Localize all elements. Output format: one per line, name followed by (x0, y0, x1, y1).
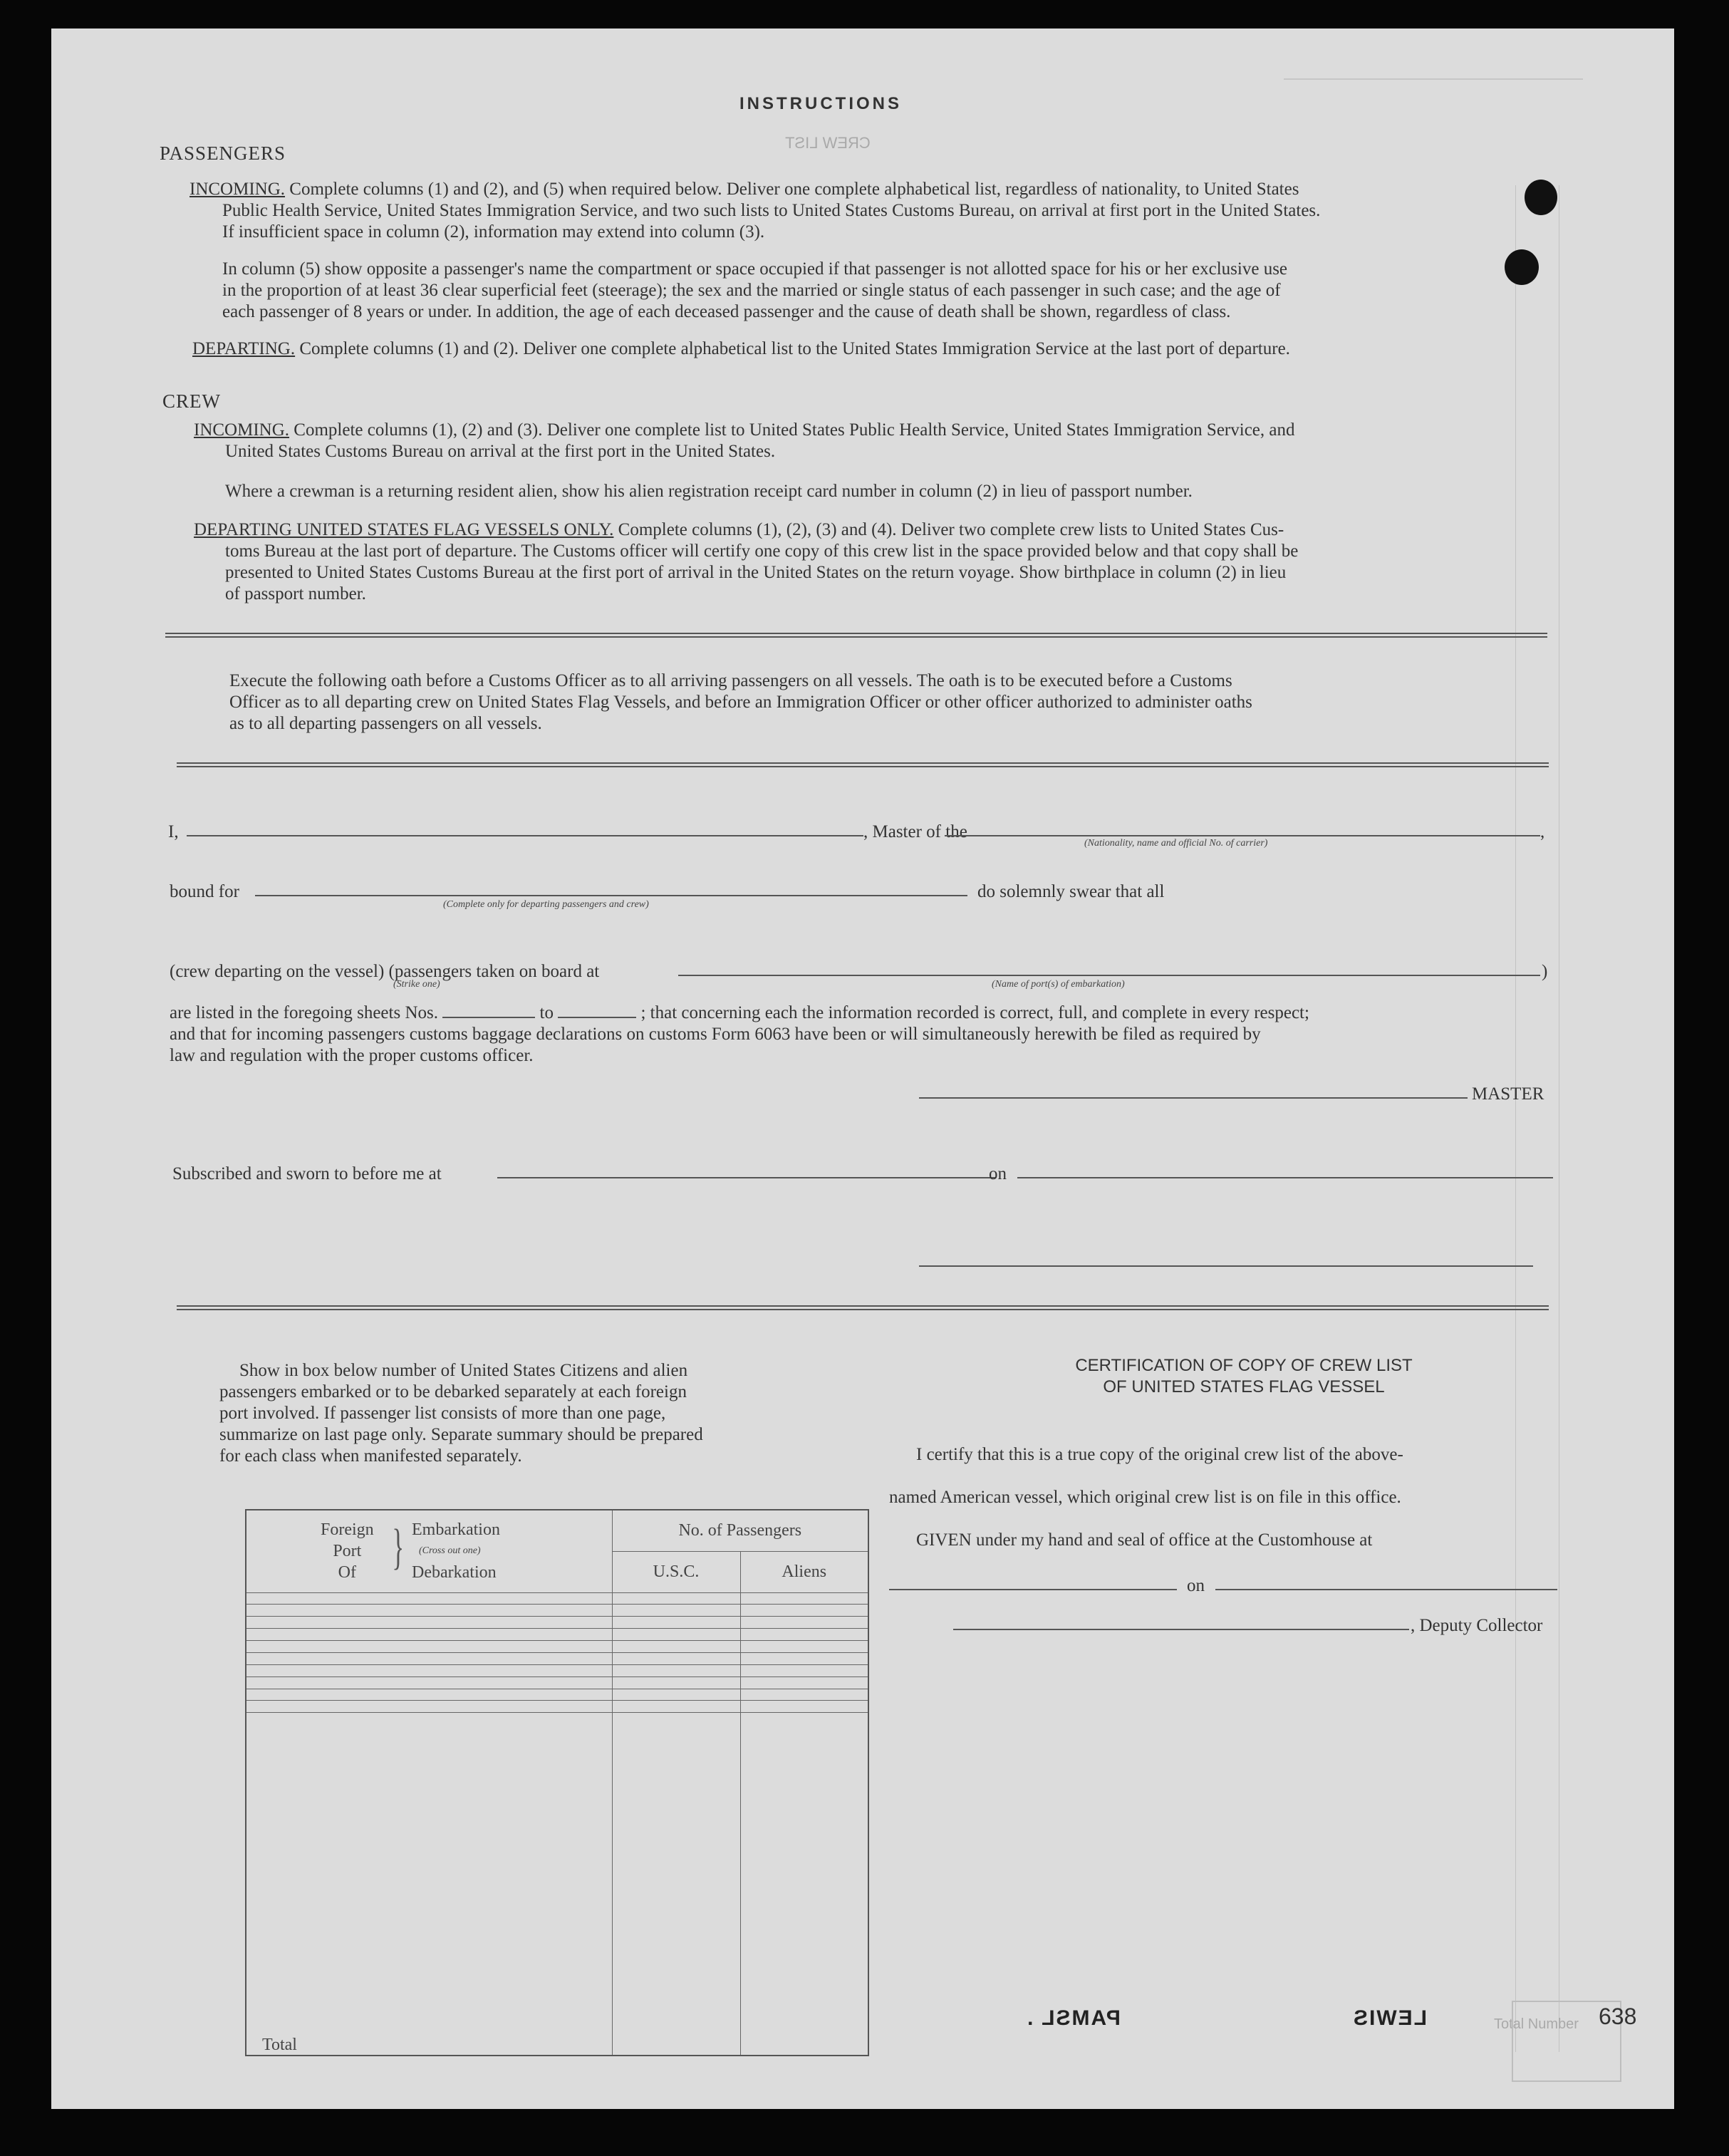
usc-cell[interactable] (612, 1629, 740, 1641)
port-cell[interactable] (246, 1617, 612, 1629)
aliens-cell[interactable] (740, 1629, 868, 1641)
section-divider (165, 633, 1547, 638)
close-paren: ) (1542, 962, 1548, 981)
master-label: MASTER (1472, 1084, 1544, 1104)
column5-line3: each passenger of 8 years or under. In addition, the age of each deceased passenger and the cause of death shall be shown, regardless of class. (222, 302, 1231, 321)
listed-to: to (539, 1003, 554, 1022)
certification-title-line2: OF UNITED STATES FLAG VESSEL (1103, 1377, 1385, 1396)
certification-on-label: on (1187, 1576, 1205, 1595)
departing-text: Complete columns (1) and (2). Deliver one complete alphabetical list to the United States Immigration Service at the last port of departure. (299, 339, 1290, 358)
port-cell[interactable] (246, 1605, 612, 1617)
listed-a: are listed in the foregoing sheets Nos. (170, 1003, 438, 1022)
customhouse-field[interactable] (889, 1589, 1177, 1590)
of-label: Of (338, 1563, 356, 1582)
incoming-label: INCOMING. (189, 180, 286, 199)
aliens-cell[interactable] (740, 1641, 868, 1653)
aliens-cell[interactable] (740, 1689, 868, 1701)
listed-line1 (170, 1002, 1552, 1024)
port-label: Port (333, 1542, 362, 1561)
usc-cell[interactable] (612, 1605, 740, 1617)
summary-line3: port involved. If passenger list consists of more than one page, (219, 1404, 666, 1423)
port-cell[interactable] (246, 1641, 612, 1653)
crew-departing-label: (crew departing on the vessel) (passengers taken on board at (170, 962, 600, 981)
usc-cell[interactable] (612, 1689, 740, 1701)
crew-departing-line2: toms Bureau at the last port of departure. The Customs officer will certify one copy of this crew list in the space provided below and that copy shall be (225, 541, 1299, 561)
certify-line1: I certify that this is a true copy of the original crew list of the above- (916, 1445, 1403, 1464)
subscribed-on-label: on (989, 1164, 1007, 1183)
crew-departing-label: DEPARTING UNITED STATES FLAG VESSELS ONLY. (194, 520, 614, 539)
carrier-note: (Nationality, name and official No. of carrier) (1084, 838, 1268, 849)
aliens-cell[interactable] (740, 1617, 868, 1629)
page-title: INSTRUCTIONS (739, 94, 902, 113)
subscribed-date-field[interactable] (1017, 1177, 1553, 1178)
passengers-incoming-line2: Public Health Service, United States Immigration Service, and two such lists to United States Customs Bureau, on arrival at first port in the United States. (222, 201, 1321, 220)
bleed-crew-list: CREW LIST (785, 134, 871, 152)
listed-line3: law and regulation with the proper customs officer. (170, 1046, 534, 1065)
listed-line2: and that for incoming passengers customs baggage declarations on customs Form 6063 have been or will simultaneously herewith be filed as required by (170, 1025, 1261, 1044)
crew-incoming-label: INCOMING. (194, 420, 290, 440)
passengers-heading: PASSENGERS (160, 142, 286, 164)
crew-departing-line1 (194, 519, 1547, 541)
usc-cell[interactable] (612, 1652, 740, 1664)
usc-cell[interactable] (612, 1664, 740, 1676)
summary-line2: passengers embarked or to be debarked separately at each foreign (219, 1382, 687, 1401)
aliens-cell[interactable] (740, 1605, 868, 1617)
certification-title (938, 1355, 1550, 1398)
port-cell[interactable] (246, 1629, 612, 1641)
usc-cell[interactable] (612, 1617, 740, 1629)
master-name-field[interactable] (187, 835, 863, 836)
passengers-incoming-line3: If insufficient space in column (2), information may extend into column (3). (222, 222, 765, 242)
summary-line5: for each class when manifested separately. (219, 1446, 522, 1466)
total-usc-cell[interactable] (612, 1713, 740, 2056)
ink-blot (1505, 249, 1539, 285)
crew-departing-line4: of passport number. (225, 584, 366, 603)
passengers-departing (192, 338, 1546, 360)
oath-comma: , (1540, 822, 1545, 841)
given-text: GIVEN under my hand and seal of office at the Customhouse at (916, 1530, 1373, 1550)
embarkation-ports-field[interactable] (678, 975, 1540, 976)
oath-intro-line2: Officer as to all departing crew on United States Flag Vessels, and before an Immigration Officer or other officer authorized to administer oaths (229, 693, 1252, 712)
carrier-field[interactable] (945, 835, 1540, 836)
crew-incoming-text: Complete columns (1), (2) and (3). Deliver one complete list to United States Public Health Service, United States Immigration Service, and (294, 420, 1295, 440)
aliens-cell[interactable] (740, 1652, 868, 1664)
section-divider (177, 1305, 1549, 1310)
debarkation-label: Debarkation (412, 1563, 497, 1582)
departing-label: DEPARTING. (192, 339, 296, 358)
subscribed-label: Subscribed and sworn to before me at (172, 1164, 442, 1183)
crew-departing-text: Complete columns (1), (2), (3) and (4). Deliver two complete crew lists to United States Cus- (618, 520, 1284, 539)
master-signature-field[interactable] (919, 1097, 1468, 1099)
total-aliens-cell[interactable] (740, 1713, 868, 2056)
bound-for-field[interactable] (255, 895, 967, 896)
crew-heading: CREW (162, 390, 221, 412)
port-header (246, 1510, 612, 1592)
document-page (51, 28, 1674, 2109)
summary-line4: summarize on last page only. Separate summary should be prepared (219, 1425, 703, 1444)
port-cell[interactable] (246, 1701, 612, 1713)
port-cell[interactable] (246, 1664, 612, 1676)
aliens-cell[interactable] (740, 1676, 868, 1689)
crew-incoming-line2: United States Customs Bureau on arrival at the first port in the United States. (225, 442, 776, 461)
aliens-header: Aliens (740, 1551, 868, 1592)
bound-for-label: bound for (170, 882, 239, 901)
usc-header: U.S.C. (612, 1551, 740, 1592)
crew-departing-line3: presented to United States Customs Bureau at the first port of arrival in the United States on the return voyage. Show birthplace in column (2) in lieu (225, 563, 1287, 582)
usc-cell[interactable] (612, 1592, 740, 1605)
deputy-collector-label: , Deputy Collector (1411, 1616, 1543, 1635)
incoming-text: Complete columns (1) and (2), and (5) when required below. Deliver one complete alphabetical list, regardless of nationality, to United States (289, 180, 1299, 199)
cross-out-note: (Cross out one) (419, 1545, 481, 1557)
passenger-summary-table (245, 1509, 869, 2056)
crew-resident-text: Where a crewman is a returning resident alien, show his alien registration receipt card number in column (2) in lieu of passport number. (225, 482, 1193, 501)
brace-icon: } (392, 1520, 405, 1575)
port-cell[interactable] (246, 1689, 612, 1701)
column5-line2: in the proportion of at least 36 clear superficial feet (steerage); the sex and the married or single status of each passenger in such case; and the age of (222, 281, 1281, 300)
oath-intro-line3: as to all departing passengers on all vessels. (229, 714, 542, 733)
strike-note: (Strike one) (393, 979, 440, 990)
port-cell[interactable] (246, 1676, 612, 1689)
usc-cell[interactable] (612, 1676, 740, 1689)
complete-note: (Complete only for departing passengers and crew) (443, 899, 649, 910)
bleed-header-block (1284, 78, 1583, 151)
certification-title-line1: CERTIFICATION OF COPY OF CREW LIST (1075, 1356, 1413, 1375)
officer-signature-field[interactable] (919, 1265, 1533, 1267)
column5-line1: In column (5) show opposite a passenger's name the compartment or space occupied if that passenger is not allotted space for his or her exclusive use (222, 259, 1288, 279)
page-number: 638 (1599, 2004, 1637, 2029)
swear-text: do solemnly swear that all (977, 882, 1165, 901)
total-label: Total (246, 1713, 612, 2056)
aliens-cell[interactable] (740, 1701, 868, 1713)
aliens-cell[interactable] (740, 1592, 868, 1605)
bleed-stamp-lewis: LEWIS (1352, 2006, 1427, 2030)
crew-incoming-line1 (194, 419, 1547, 441)
usc-cell[interactable] (612, 1701, 740, 1713)
oath-i-label: I, (168, 822, 179, 841)
master-of-label: , Master of the (863, 822, 967, 841)
sheet-from-field[interactable] (442, 1017, 535, 1018)
passengers-incoming-line1 (189, 178, 1543, 200)
foreign-label: Foreign (321, 1520, 374, 1540)
bleed-stamp-pamsl: PAMSL . (1026, 2006, 1121, 2030)
sheet-to-field[interactable] (558, 1017, 636, 1018)
port-cell[interactable] (246, 1592, 612, 1605)
deputy-signature-field[interactable] (953, 1629, 1409, 1630)
bleed-total-number: Total Number (1494, 2016, 1579, 2032)
bleed-number-column (1515, 185, 1559, 2052)
ports-note: (Name of port(s) of embarkation) (992, 979, 1125, 990)
usc-cell[interactable] (612, 1641, 740, 1653)
port-cell[interactable] (246, 1652, 612, 1664)
certification-date-field[interactable] (1215, 1589, 1557, 1590)
embarkation-label: Embarkation (412, 1520, 500, 1540)
section-divider (177, 762, 1549, 767)
listed-b: ; that concerning each the information recorded is correct, full, and complete in every respect; (640, 1003, 1309, 1022)
aliens-cell[interactable] (740, 1664, 868, 1676)
oath-intro-line1: Execute the following oath before a Customs Officer as to all arriving passengers on all vessels. The oath is to be executed before a Customs (229, 671, 1232, 690)
summary-line1: Show in box below number of United States Citizens and alien (239, 1361, 688, 1380)
subscribed-place-field[interactable] (497, 1177, 996, 1178)
certify-line2: named American vessel, which original crew list is on file in this office. (889, 1488, 1401, 1507)
no-passengers-header: No. of Passengers (612, 1510, 868, 1551)
